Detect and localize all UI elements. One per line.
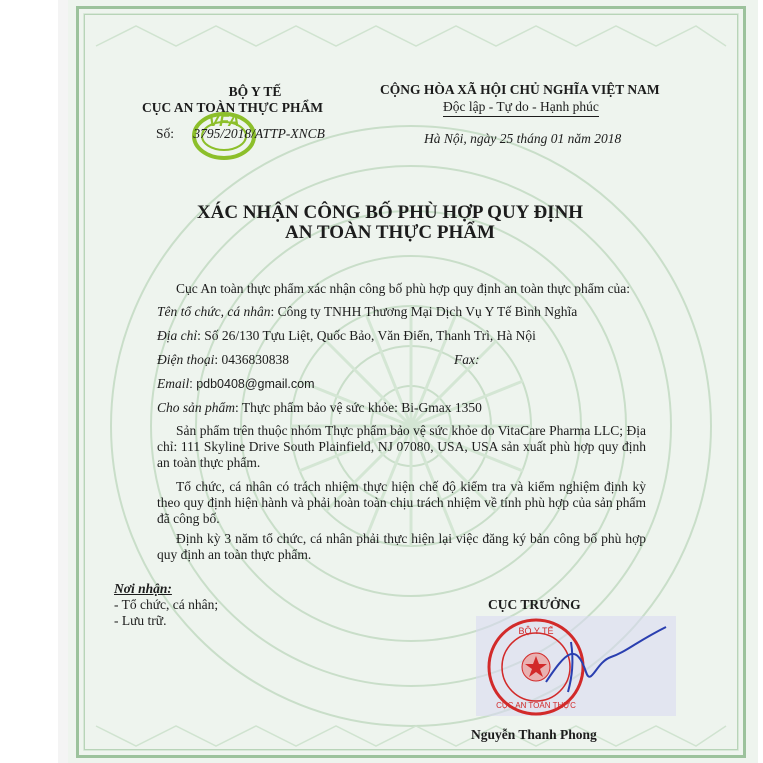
address-value: : Số 26/130 Tựu Liệt, Quốc Bảo, Văn Điển, Thanh Trì, Hà Nội (197, 328, 536, 343)
vfa-logo-text: VFA (208, 113, 240, 130)
ministry-name: BỘ Y TẾ (228, 84, 282, 99)
stamp-top-text: BỘ Y TẾ (518, 626, 554, 636)
document-title-line1: XÁC NHẬN CÔNG BỐ PHÙ HỢP QUY ĐỊNH (196, 202, 584, 223)
product-statement-paragraph: Sản phẩm trên thuộc nhóm Thực phẩm bảo vệ sức khỏe do VitaCare Pharma LLC; Địa chỉ: 111 Skyline Drive South Plainfield, NJ 07080, USA, USA sản xuất phù hợp quy định an toàn thực phẩm. (157, 423, 646, 470)
responsibility-paragraph: Tổ chức, cá nhân có trách nhiệm thực hiện chế độ kiểm tra và kiểm nghiệm định kỳ theo quy định hiện hành và phải hoàn toàn chịu trách nhiệm về tính phù hợp của sản phẩm đã công bố. (157, 479, 646, 526)
signer-name: Nguyễn Thanh Phong (471, 727, 597, 742)
organization-label: Tên tổ chức, cá nhân (157, 304, 271, 319)
phone-label: Điện thoại (157, 352, 215, 367)
signer-title: CỤC TRƯỞNG (488, 597, 581, 612)
left-margin-strip (58, 0, 68, 763)
email-value: : pdb0408@gmail.com (189, 377, 315, 391)
product-value: : Thực phẩm bảo vệ sức khỏe: Bi-Gmax 1350 (235, 400, 482, 415)
email-row (157, 376, 315, 392)
phone-value: : 0436830838 (214, 352, 290, 367)
document-number-label: Số: (156, 126, 175, 141)
nation-name: CỘNG HÒA XÃ HỘI CHỦ NGHĨA VIỆT NAM (380, 82, 660, 97)
recipient-item: - Tổ chức, cá nhân; (114, 597, 219, 612)
agency-name: CỤC AN TOÀN THỰC PHẨM (142, 100, 324, 115)
stamp-bottom-text: CỤC AN TOÀN THỰC (496, 701, 576, 710)
signature-stamp-area (476, 612, 676, 722)
phone-row (157, 352, 289, 368)
intro-text: Cục An toàn thực phẩm xác nhận công bố phù hợp quy định an toàn thực phẩm của: (176, 281, 631, 296)
recipient-item: - Lưu trữ. (114, 613, 167, 628)
recipients-label: Nơi nhận: (114, 581, 172, 596)
address-row (157, 328, 536, 344)
organization-row (157, 304, 577, 320)
address-label: Địa chỉ (157, 328, 198, 343)
product-label: Cho sản phẩm (157, 400, 236, 415)
email-label: Email (157, 376, 190, 391)
issue-date: Hà Nội, ngày 25 tháng 01 năm 2018 (424, 131, 622, 146)
document-title-line2: AN TOÀN THỰC PHẨM (285, 222, 495, 243)
renewal-paragraph: Định kỳ 3 năm tổ chức, cá nhân phải thực hiện lại việc đăng ký bản công bố phù hợp quy định an toàn thực phẩm. (157, 531, 646, 562)
product-row (157, 400, 482, 416)
document-number-row (156, 126, 325, 142)
document-number: 3795/2018/ATTP-XNCB (193, 126, 325, 141)
fax-label: Fax: (454, 352, 480, 367)
national-motto: Độc lập - Tự do - Hạnh phúc (443, 99, 599, 117)
organization-value: : Công ty TNHH Thương Mại Dịch Vụ Y Tế Bình Nghĩa (270, 304, 578, 319)
